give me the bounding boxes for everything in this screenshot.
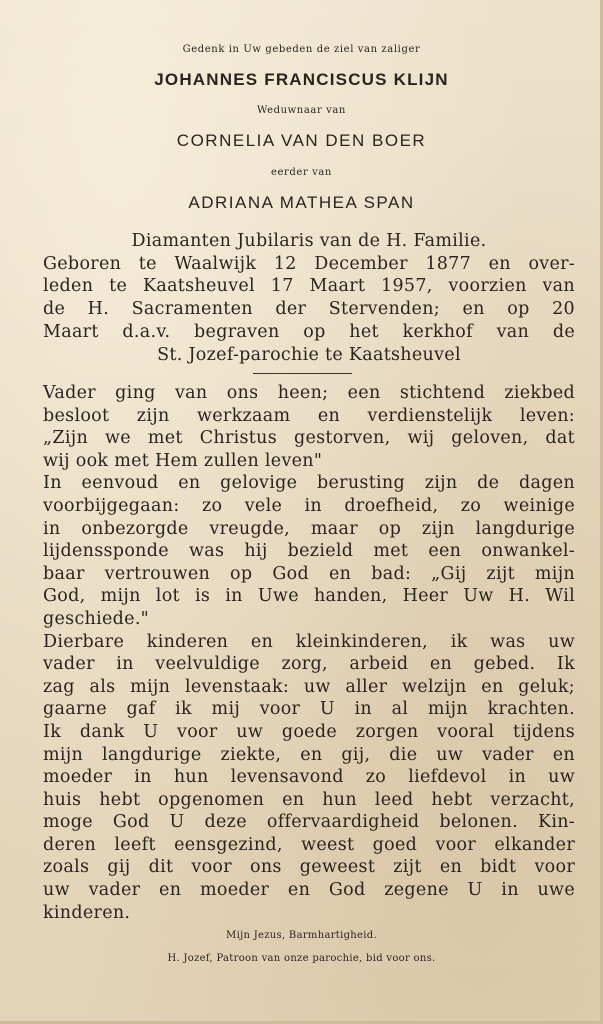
prayer-line: God, mijn lot is in Uwe handen, Heer Uw H. Wil	[43, 586, 575, 607]
prayer-line: mijn langdurige ziekte, en gij, die uw vader en	[43, 744, 575, 765]
biography-line: Maart d.a.v. begraven op het kerkhof van de	[43, 321, 575, 342]
spouse-name-2: ADRIANA MATHEA SPAN	[188, 193, 415, 212]
relation-previously-of: eerder van	[271, 167, 332, 178]
deceased-name: JOHANNES FRANCISCUS KLIJN	[154, 70, 449, 89]
relation-widower-of: Weduwnaar van	[257, 105, 346, 116]
prayer-line: In eenvoud en gelovige berusting zijn de dagen	[43, 473, 575, 494]
biography-paragraph	[43, 230, 575, 366]
prayer-line: zag als mijn levenstaak: uw aller welzijn en geluk;	[43, 676, 575, 697]
prayer-line: geschiede."	[43, 608, 150, 629]
prayer-paragraph	[43, 382, 575, 924]
prayer-line: baar vertrouwen op God en bad: „Gij zijt mijn	[43, 563, 575, 584]
prayer-line: in onbezorgde vreugde, maar op zijn langdurige	[43, 518, 575, 539]
prayer-line: Ik dank U voor uw goede zorgen vooral tijdens	[43, 721, 575, 742]
biography-line: de H. Sacramenten der Stervenden; en op 20	[43, 299, 575, 320]
biography-line: Geboren te Waalwijk 12 December 1877 en over-	[43, 253, 575, 274]
prayer-line: vader in veelvuldige zorg, arbeid en gebed. Ik	[43, 654, 575, 675]
prayer-line: huis hebt opgenomen en hun leed hebt verzacht,	[43, 789, 575, 810]
section-divider	[253, 373, 352, 374]
prayer-line: gaarne gaf ik mij voor U in al mijn krachten.	[43, 699, 575, 720]
prayer-line: wij ook met Hem zullen leven"	[43, 450, 323, 471]
prayer-line: „Zijn we met Christus gestorven, wij geloven, dat	[43, 428, 575, 449]
biography-line: Diamanten Jubilaris van de H. Familie.	[131, 231, 487, 251]
closing-invocation: Mijn Jezus, Barmhartigheid.	[226, 930, 377, 941]
spouse-name-1: CORNELIA VAN DEN BOER	[176, 131, 427, 150]
biography-line: St. Jozef-parochie te Kaatsheuvel	[157, 344, 461, 365]
prayer-line: Dierbare kinderen en kleinkinderen, ik was uw	[43, 631, 575, 652]
prayer-line: Vader ging van ons heen; een stichtend ziekbed	[43, 383, 575, 403]
biography-line: leden te Kaatsheuvel 17 Maart 1957, voorzien van	[43, 276, 575, 297]
prayer-line: besloot zijn werkzaam en verdienstelijk leven:	[43, 405, 575, 426]
opening-line: Gedenk in Uw gebeden de ziel van zaliger	[182, 44, 421, 55]
prayer-line: kinderen.	[43, 902, 131, 923]
prayer-line: voorbijgegaan: zo vele in droefheid, zo weinige	[43, 495, 575, 516]
prayer-line: uw vader en moeder en God zegene U in uwe	[43, 880, 575, 901]
prayer-line: zoals gij dit voor ons geweest zijt en bidt voor	[43, 857, 575, 878]
closing-patron-prayer: H. Jozef, Patroon van onze parochie, bid voor ons.	[167, 953, 436, 964]
prayer-line: lijdenssponde was hij bezield met een onwankel-	[43, 541, 575, 562]
prayer-line: deren leeft eensgezind, weest goed voor elkander	[43, 834, 575, 855]
prayer-line: moeder in hun levensavond zo liefdevol in uw	[43, 767, 575, 788]
prayer-line: moge God U deze offervaardigheid belonen. Kin-	[43, 812, 575, 833]
